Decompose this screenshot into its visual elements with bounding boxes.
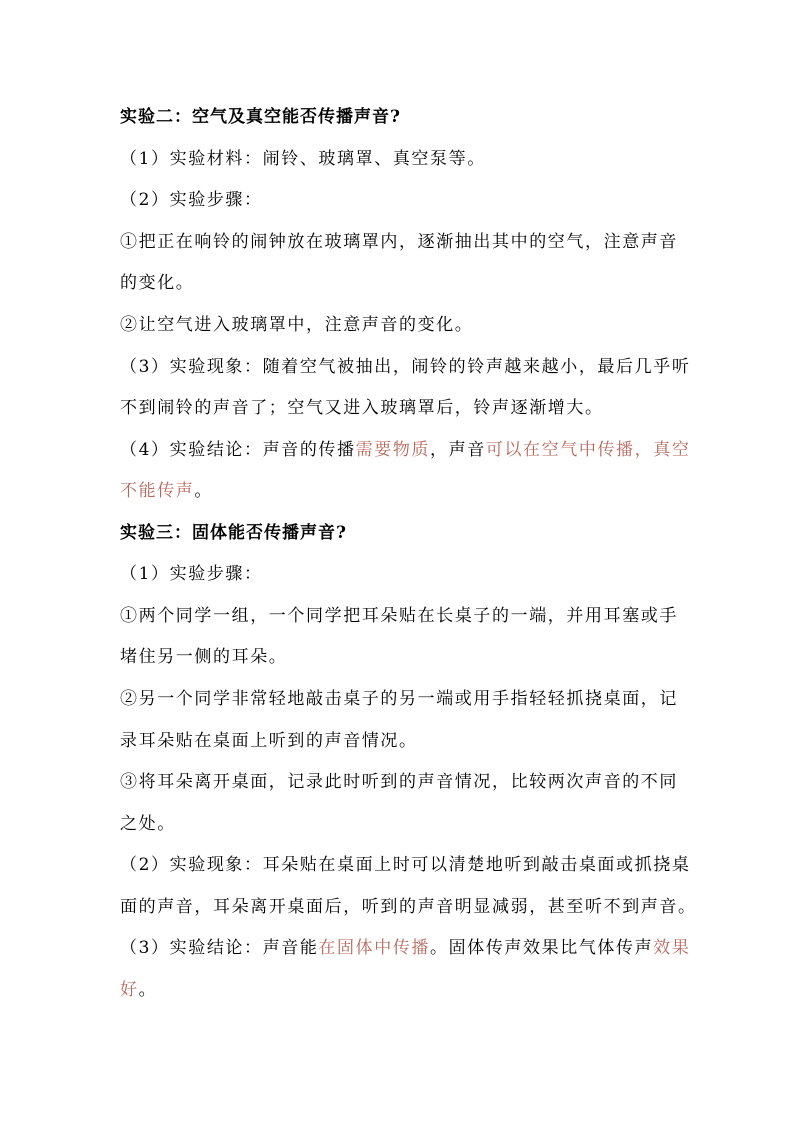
exp2-phenomenon-line1: （3）实验现象：随着空气被抽出，闹铃的铃声越来越小，最后几乎听: [120, 357, 691, 377]
exp2-conclusion-end: 。: [194, 481, 214, 501]
exp2-conclusion-line1: [120, 438, 691, 462]
exp2-conclusion-highlight-3: 不能传声: [120, 481, 195, 501]
exp3-conclusion-prefix: （3）实验结论：声音能: [120, 938, 319, 958]
exp3-step2-line1: ②另一个同学非常轻地敲击桌子的另一端或用手指轻轻抓挠桌面，记: [120, 689, 678, 709]
exp2-conclusion-line2: [120, 479, 676, 503]
exp3-phenomenon-line2: 面的声音，耳朵离开桌面后，听到的声音明显减弱，甚至听不到声音。: [120, 897, 697, 917]
exp2-step1-line2: 的变化。: [120, 273, 195, 293]
exp2-step1-line1: ①把正在响铃的闹钟放在玻璃罩内，逐渐抽出其中的空气，注意声音: [120, 232, 678, 252]
exp3-phenomenon-line1: （2）实验现象：耳朵贴在桌面上时可以清楚地听到敲击桌面或抓挠桌: [120, 855, 691, 875]
exp3-step1-line2: 堵住另一侧的耳朵。: [120, 647, 288, 667]
exp3-heading: 实验三：固体能否传播声音?: [120, 523, 347, 543]
exp3-conclusion-highlight-1: 在固体中传播: [318, 938, 431, 958]
exp3-step3-line1: ③将耳朵离开桌面，记录此时听到的声音情况，比较两次声音的不同: [120, 772, 678, 792]
exp3-step2-line2: 录耳朵贴在桌面上听到的声音情况。: [120, 731, 418, 751]
exp3-conclusion-mid: 。固体传声效果比气体传声: [430, 938, 654, 958]
exp2-steps-label: （2）实验步骤：: [120, 190, 263, 210]
exp2-heading: 实验二：空气及真空能否传播声音?: [120, 107, 401, 127]
exp2-conclusion-prefix: （4）实验结论：声音的传播: [120, 440, 356, 460]
exp3-steps-label: （1）实验步骤：: [120, 564, 263, 584]
exp2-phenomenon-line2: 不到闹铃的声音了；空气又进入玻璃罩后，铃声逐渐增大。: [120, 398, 604, 418]
exp2-material: （1）实验材料：闹铃、玻璃罩、真空泵等。: [120, 149, 486, 169]
exp2-conclusion-mid: ，声音: [430, 440, 486, 460]
exp2-conclusion-highlight-1: 需要物质: [355, 440, 431, 460]
exp3-conclusion-line2: [120, 978, 676, 1002]
exp3-conclusion-line1: [120, 936, 691, 960]
exp3-step1-line1: ①两个同学一组，一个同学把耳朵贴在长桌子的一端，并用耳塞或手: [120, 606, 678, 626]
exp3-conclusion-highlight-2: 效果: [653, 938, 691, 958]
exp3-step3-line2: 之处。: [120, 814, 176, 834]
exp3-conclusion-end: 。: [138, 980, 158, 1000]
exp3-conclusion-highlight-3: 好: [120, 980, 139, 1000]
exp2-conclusion-highlight-2: 可以在空气中传播，真空: [485, 440, 691, 460]
exp2-step2: ②让空气进入玻璃罩中，注意声音的变化。: [120, 315, 474, 335]
